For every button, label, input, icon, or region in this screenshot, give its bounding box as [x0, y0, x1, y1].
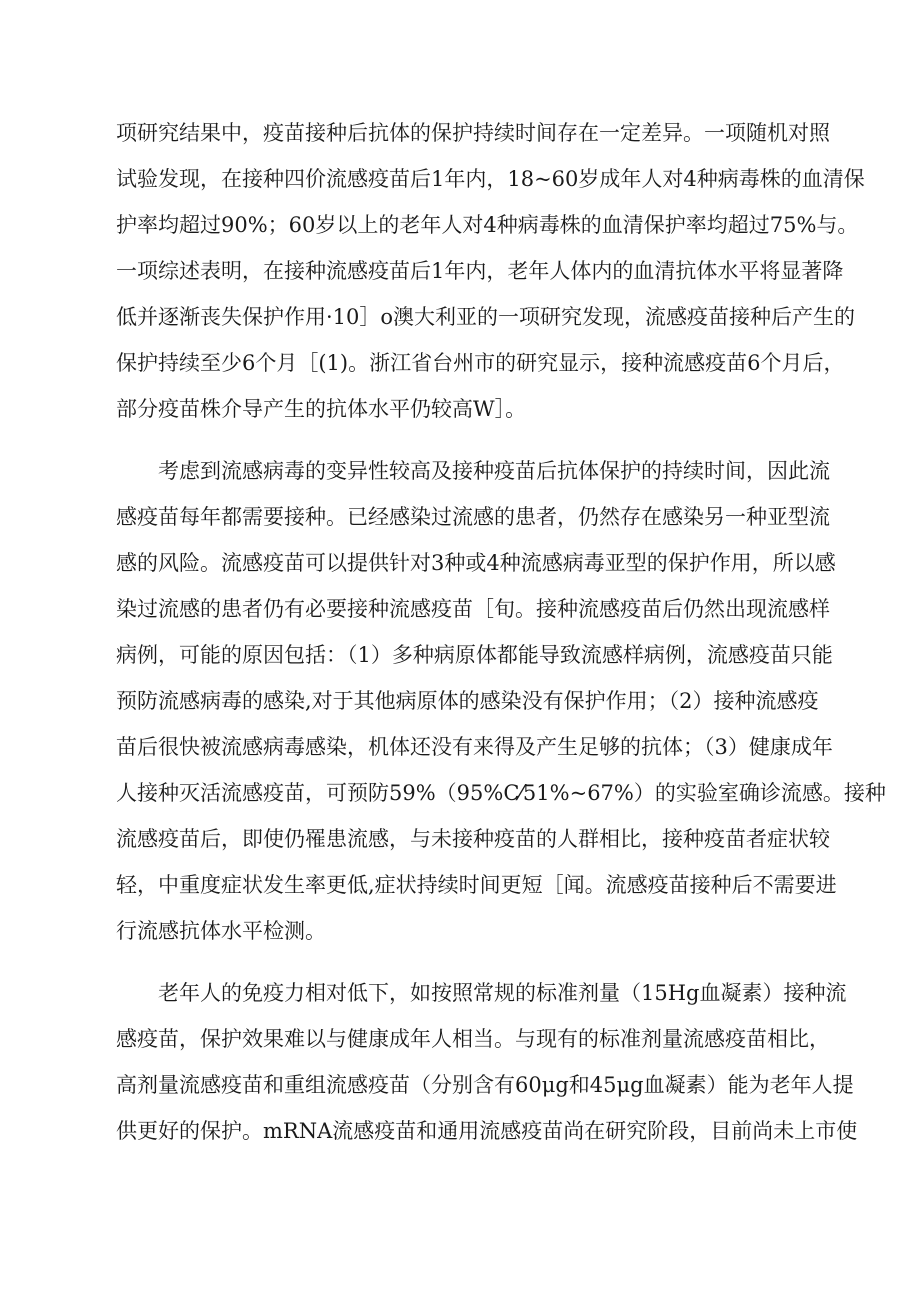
text-line: 病例，可能的原因包括：（1）多种病原体都能导致流感样病例，流感疫苗只能 [116, 643, 833, 667]
paragraph-1 [116, 110, 865, 432]
paragraph-spacer [116, 432, 816, 448]
text-line: 染过流感的患者仍有必要接种流感疫苗［旬。接种流感疫苗后仍然出现流感样 [116, 597, 830, 621]
text-line: 苗后很快被流感病毒感染，机体还没有来得及产生足够的抗体；（3）健康成年 [116, 735, 833, 759]
paragraph-3 [116, 970, 858, 1154]
text-line: 部分疫苗株介导产生的抗体水平仍较高W］。 [116, 397, 527, 421]
text-line: 人接种灭活流感疫苗，可预防59%（95%C⁄51%~67%）的实验室确诊流感。接种 [116, 781, 886, 805]
text-line: 感疫苗，保护效果难以与健康成年人相当。与现有的标准剂量流感疫苗相比， [116, 1027, 830, 1051]
document-page [116, 110, 886, 1154]
text-line: 一项综述表明，在接种流感疫苗后1年内，老年人体内的血清抗体水平将显著降 [116, 259, 844, 283]
text-line: 流感疫苗后，即使仍罹患流感，与未接种疫苗的人群相比，接种疫苗者症状较 [116, 827, 830, 851]
text-line: 试验发现，在接种四价流感疫苗后1年内，18~60岁成年人对4种病毒株的血清保 [116, 167, 865, 191]
text-line: 预防流感病毒的感染,对于其他病原体的感染没有保护作用；（2）接种流感疫 [116, 689, 819, 713]
paragraph-spacer [116, 954, 816, 970]
text-line: 保护持续至少6个月［(1)。浙江省台州市的研究显示，接种流感疫苗6个月后， [116, 351, 845, 375]
text-line: 项研究结果中，疫苗接种后抗体的保护持续时间存在一定差异。一项随机对照 [116, 121, 830, 145]
text-line: 感疫苗每年都需要接种。已经感染过流感的患者，仍然存在感染另一种亚型流 [116, 505, 830, 529]
text-line: 考虑到流感病毒的变异性较高及接种疫苗后抗体保护的持续时间，因此流 [158, 459, 830, 483]
text-line: 感的风险。流感疫苗可以提供针对3种或4种流感病毒亚型的保护作用，所以感 [116, 551, 836, 575]
text-line: 高剂量流感疫苗和重组流感疫苗（分别含有60μg和45μg血凝素）能为老年人提 [116, 1073, 854, 1097]
text-line: 老年人的免疫力相对低下，如按照常规的标准剂量（15Hg血凝素）接种流 [158, 981, 847, 1005]
text-line: 护率均超过90%；60岁以上的老年人对4种病毒株的血清保护率均超过75%与。 [116, 213, 859, 237]
text-line: 低并逐渐丧失保护作用·10］o澳大利亚的一项研究发现，流感疫苗接种后产生的 [116, 305, 856, 329]
text-line: 轻，中重度症状发生率更低,症状持续时间更短［闻。流感疫苗接种后不需要进 [116, 873, 837, 897]
text-line: 供更好的保护。mRNA流感疫苗和通用流感疫苗尚在研究阶段，目前尚未上市使 [116, 1119, 858, 1143]
text-line: 行流感抗体水平检测。 [116, 919, 326, 943]
paragraph-2 [116, 448, 886, 954]
